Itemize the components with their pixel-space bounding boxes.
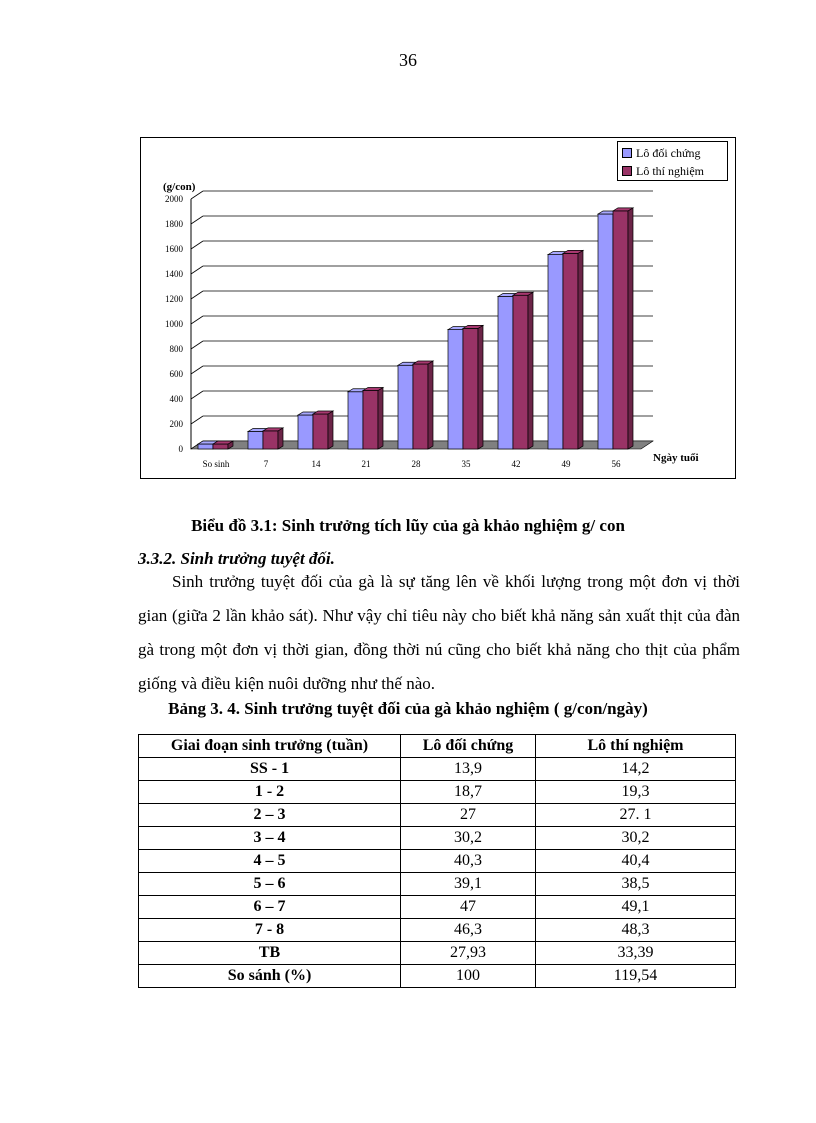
bar-front xyxy=(198,444,213,449)
bar-side xyxy=(628,208,633,449)
legend-swatch-experiment xyxy=(622,166,632,176)
cell-experiment: 33,39 xyxy=(536,942,736,965)
bar-front xyxy=(313,414,328,449)
growth-table xyxy=(138,734,736,988)
bar-side xyxy=(528,292,533,449)
cell-stage: 2 – 3 xyxy=(139,804,401,827)
bar-front xyxy=(248,432,263,450)
cell-stage: 6 – 7 xyxy=(139,896,401,919)
cell-experiment: 14,2 xyxy=(536,758,736,781)
table-row xyxy=(139,781,736,804)
cell-stage: TB xyxy=(139,942,401,965)
table-row xyxy=(139,965,736,988)
cell-control: 47 xyxy=(401,896,536,919)
cell-control: 46,3 xyxy=(401,919,536,942)
cell-stage: 3 – 4 xyxy=(139,827,401,850)
bar-side xyxy=(428,361,433,449)
y-tick-label: 1800 xyxy=(165,219,183,229)
bar-side xyxy=(278,428,283,449)
table-row xyxy=(139,873,736,896)
cell-control: 40,3 xyxy=(401,850,536,873)
cell-control: 27,93 xyxy=(401,942,536,965)
cell-experiment: 38,5 xyxy=(536,873,736,896)
table-row xyxy=(139,896,736,919)
bar-front xyxy=(563,253,578,449)
cell-experiment: 49,1 xyxy=(536,896,736,919)
table-row xyxy=(139,919,736,942)
x-axis-title: Ngày tuổi xyxy=(653,452,699,464)
y-tick-label: 1000 xyxy=(165,319,183,329)
bar-front xyxy=(263,431,278,449)
x-tick-label: 28 xyxy=(411,459,421,469)
gridline-depth xyxy=(191,291,203,299)
table-row xyxy=(139,827,736,850)
x-tick-label: 56 xyxy=(611,459,621,469)
gridline-depth xyxy=(191,316,203,324)
bar-front xyxy=(548,255,563,449)
cell-control: 27 xyxy=(401,804,536,827)
cell-stage: 5 – 6 xyxy=(139,873,401,896)
gridline-depth xyxy=(191,391,203,399)
cell-control: 18,7 xyxy=(401,781,536,804)
cell-control: 39,1 xyxy=(401,873,536,896)
gridline-depth xyxy=(191,216,203,224)
y-tick-label: 0 xyxy=(178,444,183,454)
bar-front xyxy=(413,364,428,449)
cell-experiment: 119,54 xyxy=(536,965,736,988)
x-tick-label: 14 xyxy=(311,459,321,469)
bar-side xyxy=(328,411,333,449)
cell-control: 100 xyxy=(401,965,536,988)
cell-stage: 7 - 8 xyxy=(139,919,401,942)
gridline-depth xyxy=(191,241,203,249)
y-tick-label: 1600 xyxy=(165,244,183,254)
page-number: 36 xyxy=(399,50,417,70)
cell-control: 13,9 xyxy=(401,758,536,781)
cell-experiment: 30,2 xyxy=(536,827,736,850)
bar-front xyxy=(463,328,478,449)
bar-front xyxy=(213,444,228,449)
bar-front xyxy=(613,211,628,449)
bar-front xyxy=(498,297,513,450)
y-tick-label: 2000 xyxy=(165,194,183,204)
table-row xyxy=(139,850,736,873)
cell-stage: SS - 1 xyxy=(139,758,401,781)
chart-legend xyxy=(617,141,728,181)
cell-stage: So sánh (%) xyxy=(139,965,401,988)
bar-side xyxy=(478,325,483,449)
gridline-depth xyxy=(191,366,203,374)
bar-front xyxy=(513,295,528,449)
chart-frame xyxy=(140,137,736,479)
x-tick-label: So sinh xyxy=(202,459,230,469)
section-heading: 3.3.2. Sinh trưởng tuyệt đối. xyxy=(138,549,335,568)
y-tick-label: 1400 xyxy=(165,269,183,279)
bar-front xyxy=(398,365,413,449)
bar-side xyxy=(378,388,383,450)
table-row xyxy=(139,942,736,965)
table-row xyxy=(139,758,736,781)
bar-side xyxy=(578,250,583,449)
body-paragraph xyxy=(138,565,740,701)
y-tick-label: 800 xyxy=(169,344,183,354)
gridline-depth xyxy=(191,416,203,424)
header-experiment: Lô thí nghiệm xyxy=(536,735,736,758)
cell-control: 30,2 xyxy=(401,827,536,850)
header-stage: Giai đoạn sinh trưởng (tuần) xyxy=(139,735,401,758)
paragraph-text: Sinh trưởng tuyệt đối của gà là sự tăng lên về khối lượng trong một đơn vị thời gian (giữa 2 lần khảo sát). Như vậy chỉ tiêu này cho biết khả năng sản xuất thịt của đàn gà trong một đơn vị thời gian, đồng thời nú cũng cho biết khả năng cho thịt của phẩm giống và điều kiện nuôi dưỡng như thế nào. xyxy=(138,572,740,693)
cell-experiment: 40,4 xyxy=(536,850,736,873)
table-header-row xyxy=(139,735,736,758)
chart-caption: Biểu đồ 3.1: Sinh trưởng tích lũy của gà khảo nghiệm g/ con xyxy=(191,516,625,535)
x-tick-label: 35 xyxy=(461,459,471,469)
y-tick-label: 400 xyxy=(169,394,183,404)
x-tick-label: 21 xyxy=(361,459,371,469)
x-tick-label: 42 xyxy=(511,459,521,469)
bar-front xyxy=(363,391,378,450)
cell-stage: 1 - 2 xyxy=(139,781,401,804)
bar-front xyxy=(448,330,463,449)
y-axis-title: (g/con) xyxy=(163,181,196,193)
cell-experiment: 19,3 xyxy=(536,781,736,804)
bar-front xyxy=(298,415,313,449)
y-tick-label: 600 xyxy=(169,369,183,379)
y-tick-label: 1200 xyxy=(165,294,183,304)
cell-experiment: 48,3 xyxy=(536,919,736,942)
legend-label-control: Lô đối chứng xyxy=(636,145,701,160)
cell-stage: 4 – 5 xyxy=(139,850,401,873)
gridline-depth xyxy=(191,341,203,349)
x-tick-label: 7 xyxy=(263,459,269,469)
cell-experiment: 27. 1 xyxy=(536,804,736,827)
gridline-depth xyxy=(191,266,203,274)
bar-chart xyxy=(141,138,737,480)
table-row xyxy=(139,804,736,827)
header-control: Lô đối chứng xyxy=(401,735,536,758)
table-caption: Bảng 3. 4. Sinh trưởng tuyệt đối của gà khảo nghiệm ( g/con/ngày) xyxy=(168,699,648,718)
legend-swatch-control xyxy=(622,148,632,158)
legend-item-control xyxy=(622,144,723,162)
y-tick-label: 200 xyxy=(169,419,183,429)
legend-label-experiment: Lô thí nghiệm xyxy=(636,163,704,178)
bar-front xyxy=(598,214,613,449)
bar-front xyxy=(348,392,363,449)
legend-item-experiment xyxy=(622,162,723,180)
x-tick-label: 49 xyxy=(561,459,571,469)
